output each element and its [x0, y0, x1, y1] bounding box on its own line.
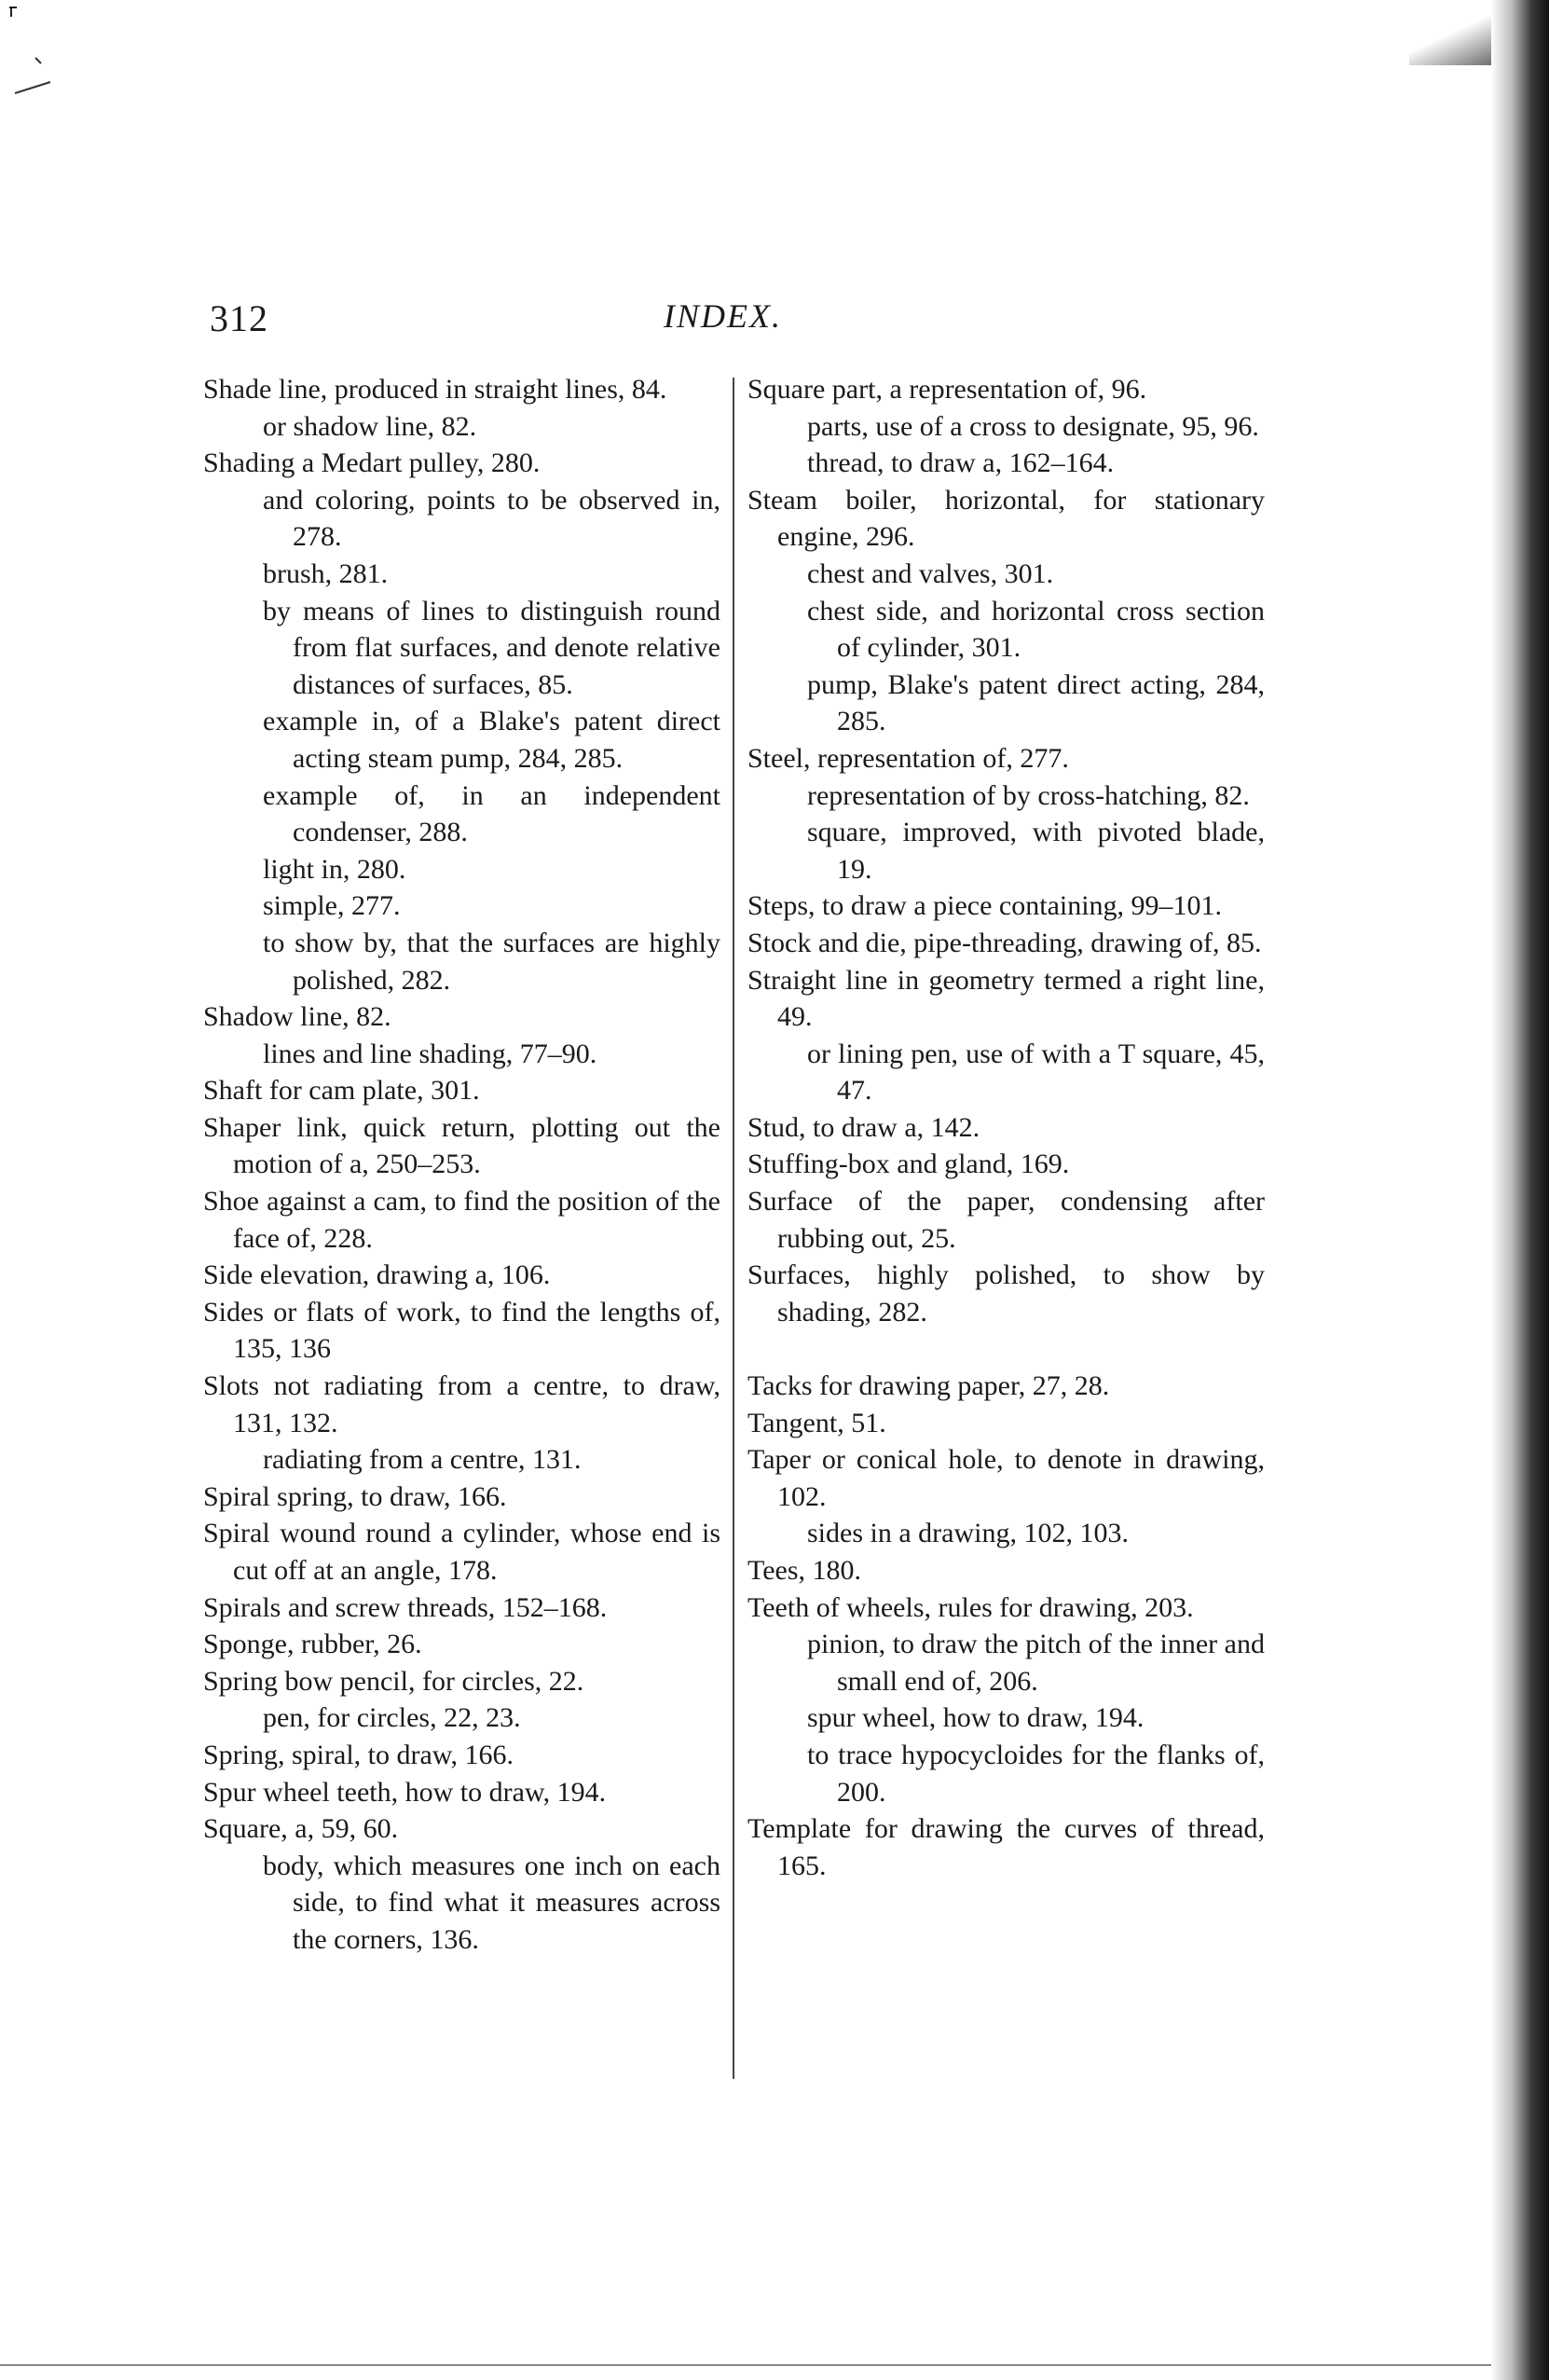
index-subentry: lines and line shading, 77–90.: [263, 1038, 597, 1069]
index-subentry: pinion, to draw the pitch of the inner and small end of, 206.: [807, 1629, 1265, 1697]
index-subentry: chest side, and horizontal cross section of cylinder, 301.: [807, 595, 1265, 664]
index-entry: Spur wheel teeth, how to draw, 194.: [203, 1776, 607, 1808]
index-subentry: body, which measures one inch on each side, to find what it measures across the corners, 136.: [263, 1850, 720, 1955]
index-entry: Sponge, rubber, 26.: [203, 1629, 422, 1660]
index-entry: Steps, to draw a piece containing, 99–101.: [747, 890, 1223, 922]
index-entry: Shadow line, 82.: [203, 1001, 391, 1033]
running-head: INDEX.: [664, 297, 782, 335]
index-entry: Spiral spring, to draw, 166.: [203, 1480, 507, 1512]
index-entry: Shoe against a cam, to find the position of the face of, 228.: [203, 1186, 720, 1254]
index-subentry: and coloring, points to be observed in, 278.: [263, 484, 720, 553]
index-subentry: or shadow line, 82.: [263, 410, 477, 442]
index-subentry: chest and valves, 301.: [807, 557, 1054, 589]
index-entry: Taper or conical hole, to denote in drawing, 102.: [747, 1444, 1265, 1512]
index-subentry: square, improved, with pivoted blade, 19.: [807, 817, 1265, 885]
index-subentry: parts, use of a cross to designate, 95, 96.: [807, 410, 1259, 442]
index-subentry: thread, to draw a, 162–164.: [807, 447, 1115, 479]
index-entry: Surfaces, highly polished, to show by shading, 282.: [747, 1259, 1265, 1328]
index-subentry: sides in a drawing, 102, 103.: [807, 1518, 1129, 1549]
index-subentry: simple, 277.: [263, 890, 401, 922]
index-subentry: light in, 280.: [263, 853, 406, 885]
index-entry: Square part, a representation of, 96.: [747, 374, 1147, 405]
column-divider: [733, 378, 734, 2079]
index-entry: Template for drawing the curves of thread, 165.: [747, 1813, 1265, 1881]
index-entry: Square, a, 59, 60.: [203, 1813, 399, 1845]
index-entry: Tacks for drawing paper, 27, 28.: [747, 1370, 1110, 1402]
index-entry: Side elevation, drawing a, 106.: [203, 1259, 551, 1291]
index-entry: Spiral wound round a cylinder, whose end is cut off at an angle, 178.: [203, 1518, 720, 1586]
index-entry: Shading a Medart pulley, 280.: [203, 447, 541, 479]
index-entry: Shaper link, quick return, plotting out the motion of a, 250–253.: [203, 1111, 720, 1180]
page-bottom-rule: [0, 2364, 1491, 2366]
index-entry: Stuffing-box and gland, 169.: [747, 1149, 1070, 1180]
index-entry: Spring, spiral, to draw, 166.: [203, 1739, 514, 1770]
index-column-left: [203, 371, 720, 1959]
index-entry: Teeth of wheels, rules for drawing, 203.: [747, 1591, 1194, 1623]
index-subentry: pump, Blake's patent direct acting, 284, 285.: [807, 668, 1265, 737]
index-subentry: spur wheel, how to draw, 194.: [807, 1702, 1145, 1734]
index-subentry: or lining pen, use of with a T square, 45, 47.: [807, 1038, 1265, 1107]
index-subentry: brush, 281.: [263, 557, 389, 589]
index-entry: Surface of the paper, condensing after rubbing out, 25.: [747, 1186, 1265, 1254]
page-edge-shadow: [1491, 0, 1549, 2380]
page-number: 312: [210, 297, 268, 339]
index-subentry: example in, of a Blake's patent direct acting steam pump, 284, 285.: [263, 706, 720, 774]
index-entry: Steel, representation of, 277.: [747, 742, 1069, 774]
index-entry: Tees, 180.: [747, 1555, 862, 1586]
index-entry: Sides or flats of work, to find the lengths of, 135, 136: [203, 1296, 720, 1365]
scan-artifact-mark: [7, 4, 54, 97]
index-entry: Spring bow pencil, for circles, 22.: [203, 1665, 584, 1697]
index-entry: Steam boiler, horizontal, for stationary engine, 296.: [747, 484, 1265, 553]
index-entry: Spirals and screw threads, 152–168.: [203, 1591, 608, 1623]
index-subentry: radiating from a centre, 131.: [263, 1444, 582, 1476]
index-entry: Stud, to draw a, 142.: [747, 1111, 980, 1143]
index-subentry: to trace hypocycloides for the flanks of, 200.: [807, 1739, 1265, 1808]
index-entry: Stock and die, pipe-threading, drawing of, 85.: [747, 927, 1262, 958]
index-subentry: representation of by cross-hatching, 82.: [807, 779, 1250, 811]
index-subentry: pen, for circles, 22, 23.: [263, 1702, 521, 1734]
index-entry: Straight line in geometry termed a right line, 49.: [747, 964, 1265, 1033]
index-entry: Slots not radiating from a centre, to draw, 131, 132.: [203, 1370, 720, 1438]
index-subentry: example of, in an independent condenser, 288.: [263, 779, 720, 848]
index-column-right: [747, 371, 1265, 1884]
index-entry: Shade line, produced in straight lines, 84.: [203, 374, 667, 405]
index-subentry: by means of lines to distinguish round from flat surfaces, and denote relative distances of surfaces, 85.: [263, 595, 720, 700]
index-entry: Tangent, 51.: [747, 1407, 886, 1438]
index-entry: Shaft for cam plate, 301.: [203, 1075, 480, 1107]
index-subentry: to show by, that the surfaces are highly polished, 282.: [263, 927, 720, 996]
